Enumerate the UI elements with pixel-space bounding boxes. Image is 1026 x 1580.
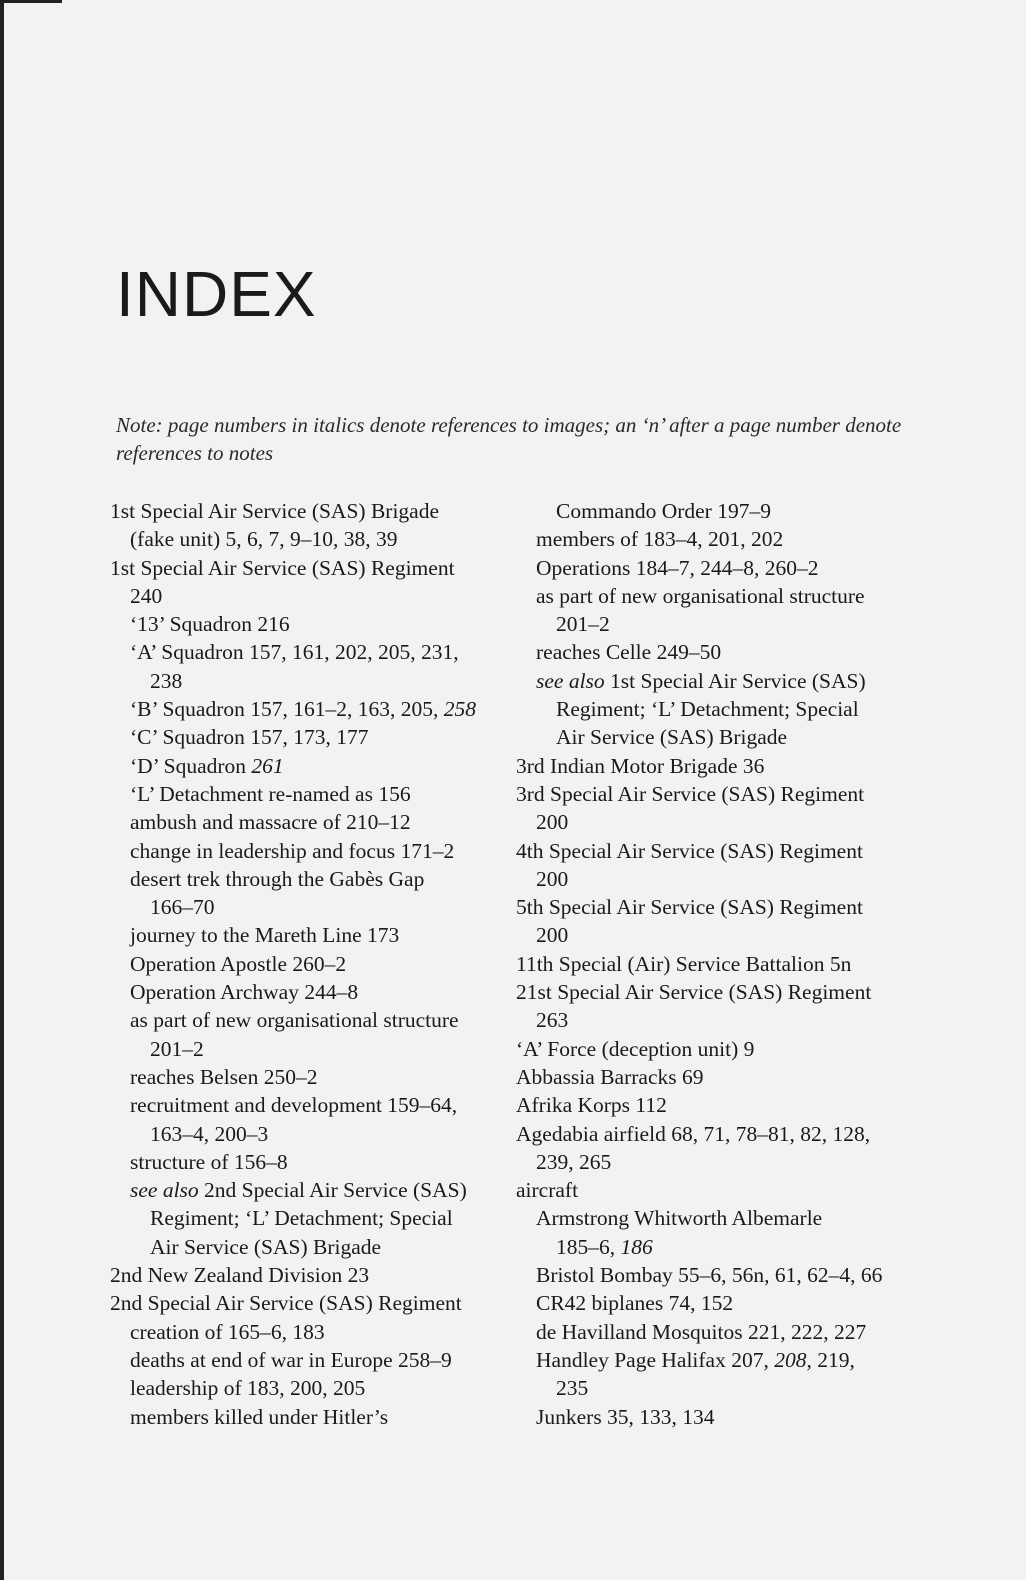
entry-text: 163–4, 200–3 — [150, 1121, 269, 1146]
index-entry — [516, 554, 916, 582]
index-entry — [110, 1176, 500, 1204]
entry-text: leadership of 183, 200, 205 — [130, 1376, 366, 1401]
index-entry — [110, 1063, 500, 1091]
index-entry — [110, 638, 500, 666]
entry-text: Operation Apostle 260–2 — [130, 951, 347, 976]
index-entry — [110, 865, 500, 893]
entry-text: Commando Order 197–9 — [556, 499, 771, 523]
index-entry — [516, 1374, 916, 1402]
entry-text: Junkers 35, 133, 134 — [536, 1404, 715, 1429]
index-entry — [110, 950, 500, 978]
entry-text: ‘B’ Squadron 157, 161–2, 163, 205, — [130, 697, 444, 722]
index-entry — [110, 893, 500, 921]
index-entry — [110, 695, 500, 723]
entry-text: 2nd New Zealand Division 23 — [110, 1263, 370, 1288]
entry-text: ambush and massacre of 210–12 — [130, 810, 411, 835]
entry-text: ‘L’ Detachment re-named as 156 — [130, 781, 411, 806]
index-entry — [516, 1148, 916, 1176]
entry-text: 201–2 — [556, 612, 610, 637]
entry-text: CR42 biplanes 74, 152 — [536, 1291, 734, 1316]
entry-text: ‘13’ Squadron 216 — [130, 612, 290, 637]
index-entry — [516, 497, 916, 525]
entry-text: Afrika Korps 112 — [516, 1093, 667, 1118]
entry-text: Abbassia Barracks 69 — [516, 1064, 704, 1089]
entry-text: 235 — [556, 1376, 589, 1401]
index-entry — [110, 1403, 500, 1431]
index-entry — [516, 1035, 916, 1063]
image-page-ref: 261 — [251, 753, 284, 778]
entry-text: Armstrong Whitworth Albemarle — [536, 1206, 823, 1231]
index-entry — [110, 525, 500, 553]
index-entry — [516, 1403, 916, 1431]
entry-text: Air Service (SAS) Brigade — [556, 725, 788, 750]
index-entry — [516, 695, 916, 723]
entry-text: desert trek through the Gabès Gap — [130, 866, 425, 891]
entry-text: as part of new organisational structure — [130, 1008, 459, 1033]
image-page-ref: 186 — [620, 1234, 653, 1259]
entry-text: ‘C’ Squadron 157, 173, 177 — [130, 725, 369, 750]
entry-text: 239, 265 — [536, 1149, 612, 1174]
index-entry — [516, 950, 916, 978]
entry-text: 11th Special (Air) Service Battalion 5n — [516, 951, 852, 976]
entry-text: change in leadership and focus 171–2 — [130, 838, 455, 863]
entry-text: creation of 165–6, 183 — [130, 1319, 325, 1344]
entry-text: ‘A’ Squadron 157, 161, 202, 205, 231, — [130, 640, 459, 665]
entry-text: reaches Belsen 250–2 — [130, 1064, 318, 1089]
index-entry — [110, 1120, 500, 1148]
index-entry — [516, 1261, 916, 1289]
index-entry — [110, 582, 500, 610]
entry-text: 200 — [536, 866, 569, 891]
index-entry — [516, 837, 916, 865]
index-entry — [110, 780, 500, 808]
index-entry — [516, 638, 916, 666]
image-page-ref: 208 — [774, 1347, 807, 1372]
entry-text: 166–70 — [150, 895, 215, 920]
index-entry — [110, 554, 500, 582]
index-entry — [110, 837, 500, 865]
index-entry — [516, 1318, 916, 1346]
see-also-label: see also — [536, 668, 605, 693]
entry-text: 1st Special Air Service (SAS) Regiment — [110, 555, 455, 580]
index-column-right — [516, 497, 916, 1431]
index-entry — [516, 667, 916, 695]
entry-text: ‘D’ Squadron — [130, 753, 252, 778]
entry-text: journey to the Mareth Line 173 — [130, 923, 400, 948]
entry-text: Bristol Bombay 55–6, 56n, 61, 62–4, 66 — [536, 1263, 883, 1288]
entry-text: 2nd Special Air Service (SAS) Regiment — [110, 1291, 462, 1316]
index-entry — [110, 1006, 500, 1034]
entry-text: Air Service (SAS) Brigade — [150, 1234, 382, 1259]
entry-text: 263 — [536, 1008, 569, 1033]
entry-text: 1st Special Air Service (SAS) — [604, 668, 866, 693]
entry-text: Handley Page Halifax 207, — [536, 1347, 775, 1372]
index-entry — [110, 1204, 500, 1232]
index-entry — [516, 1120, 916, 1148]
entry-text: as part of new organisational structure — [536, 583, 865, 608]
index-entry — [110, 808, 500, 836]
index-entry — [516, 865, 916, 893]
index-entry — [110, 667, 500, 695]
entry-text: 2nd Special Air Service (SAS) — [198, 1178, 467, 1203]
index-entry — [516, 525, 916, 553]
entry-text: recruitment and development 159–64, — [130, 1093, 458, 1118]
entry-text: 1st Special Air Service (SAS) Brigade — [110, 499, 440, 523]
entry-text: Operation Archway 244–8 — [130, 980, 359, 1005]
entry-text: 238 — [150, 668, 183, 693]
index-entry — [516, 1091, 916, 1119]
index-entry — [516, 1176, 916, 1204]
index-entry — [110, 723, 500, 751]
entry-text: 3rd Indian Motor Brigade 36 — [516, 753, 765, 778]
entry-text: 3rd Special Air Service (SAS) Regiment — [516, 781, 865, 806]
index-entry — [110, 752, 500, 780]
index-entry — [110, 1318, 500, 1346]
entry-text: 185–6, — [556, 1234, 621, 1259]
index-note: Note: page numbers in italics denote references to images; an ‘n’ after a page number denote references to notes — [116, 413, 902, 465]
index-entry — [110, 1148, 500, 1176]
index-entry — [516, 582, 916, 610]
index-entry — [516, 1006, 916, 1034]
page-edge-top — [0, 0, 62, 3]
entry-text: 201–2 — [150, 1036, 204, 1061]
index-entry — [110, 978, 500, 1006]
entry-text: 21st Special Air Service (SAS) Regiment — [516, 980, 872, 1005]
entry-text: Operations 184–7, 244–8, 260–2 — [536, 555, 819, 580]
index-entry — [516, 1063, 916, 1091]
index-entry — [110, 1346, 500, 1374]
entry-text: Agedabia airfield 68, 71, 78–81, 82, 128, — [516, 1121, 871, 1146]
index-entry — [516, 808, 916, 836]
index-entry — [516, 610, 916, 638]
index-column-left — [110, 497, 500, 1431]
index-entry — [110, 1035, 500, 1063]
entry-text: 4th Special Air Service (SAS) Regiment — [516, 838, 863, 863]
entry-text: Regiment; ‘L’ Detachment; Special — [150, 1206, 453, 1231]
entry-text: 240 — [130, 583, 163, 608]
index-entry — [110, 1374, 500, 1402]
entry-text: members of 183–4, 201, 202 — [536, 527, 784, 552]
index-entry — [516, 723, 916, 751]
index-entry — [516, 978, 916, 1006]
index-entry — [110, 921, 500, 949]
index-entry — [516, 893, 916, 921]
index-entry — [110, 610, 500, 638]
page-edge-left — [0, 0, 4, 1580]
see-also-label: see also — [130, 1178, 199, 1203]
entry-text: Regiment; ‘L’ Detachment; Special — [556, 697, 859, 722]
index-entry — [516, 752, 916, 780]
index-entry — [516, 1204, 916, 1232]
index-entry — [110, 1091, 500, 1119]
image-page-ref: 258 — [443, 697, 476, 722]
entry-text: 5th Special Air Service (SAS) Regiment — [516, 895, 863, 920]
entry-text: 200 — [536, 923, 569, 948]
entry-text: deaths at end of war in Europe 258–9 — [130, 1347, 452, 1372]
index-entry — [516, 1346, 916, 1374]
entry-text: structure of 156–8 — [130, 1149, 288, 1174]
entry-text: ‘A’ Force (deception unit) 9 — [516, 1036, 755, 1061]
index-entry — [516, 1289, 916, 1317]
entry-text: (fake unit) 5, 6, 7, 9–10, 38, 39 — [130, 527, 398, 552]
entry-text: aircraft — [516, 1178, 579, 1203]
index-entry — [110, 1289, 500, 1317]
entry-text: de Havilland Mosquitos 221, 222, 227 — [536, 1319, 867, 1344]
entry-text: 200 — [536, 810, 569, 835]
entry-text: reaches Celle 249–50 — [536, 640, 722, 665]
index-entry — [516, 780, 916, 808]
index-entry — [110, 497, 500, 525]
index-entry — [516, 921, 916, 949]
page-title: INDEX — [116, 258, 317, 330]
entry-text: members killed under Hitler’s — [130, 1404, 389, 1429]
index-entry — [110, 1233, 500, 1261]
index-entry — [110, 1261, 500, 1289]
entry-text: , 219, — [806, 1347, 855, 1372]
index-entry — [516, 1233, 916, 1261]
